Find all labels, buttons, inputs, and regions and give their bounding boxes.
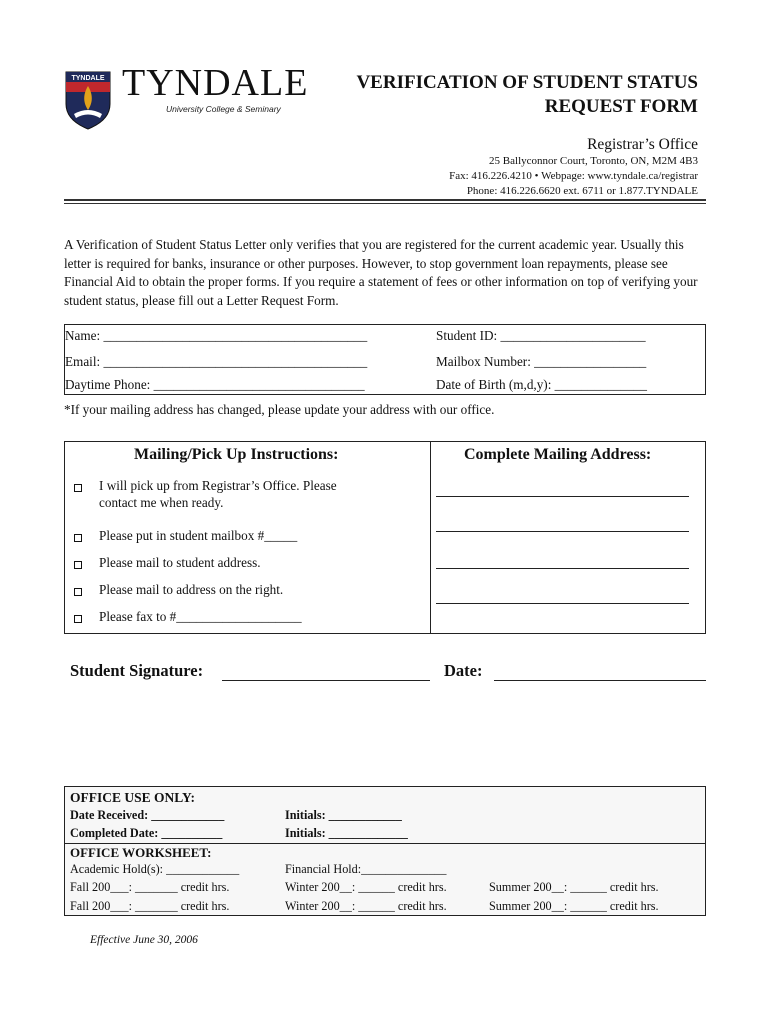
option-pickup-line1: I will pick up from Registrar’s Office. Please: [99, 478, 337, 493]
form-title-line2: REQUEST FORM: [544, 96, 698, 117]
mail-student-checkbox[interactable]: [74, 561, 82, 569]
mail-right-checkbox[interactable]: [74, 588, 82, 596]
mailing-address-header: Complete Mailing Address:: [464, 446, 652, 463]
date-received-field[interactable]: Date Received: ____________: [70, 808, 225, 822]
option-mail-student: Please mail to student address.: [99, 555, 261, 570]
summer-credits-2[interactable]: Summer 200__: ______ credit hrs.: [489, 899, 659, 913]
student-signature-label: Student Signature:: [70, 661, 204, 680]
address-line-2[interactable]: [436, 531, 689, 532]
office-use-title: OFFICE USE ONLY:: [70, 790, 196, 805]
winter-credits-1[interactable]: Winter 200__: ______ credit hrs.: [285, 880, 447, 894]
date-line[interactable]: [494, 680, 706, 681]
summer-credits-1[interactable]: Summer 200__: ______ credit hrs.: [489, 880, 659, 894]
effective-date: Effective June 30, 2006: [90, 934, 198, 946]
shield-badge-text: TYNDALE: [71, 75, 105, 82]
office-worksheet-title: OFFICE WORKSHEET:: [70, 845, 212, 860]
winter-credits-2[interactable]: Winter 200__: ______ credit hrs.: [285, 899, 447, 913]
address-line-4[interactable]: [436, 603, 689, 604]
date-label: Date:: [444, 661, 483, 680]
instructions-divider: [430, 441, 431, 634]
financial-hold-field[interactable]: Financial Hold:______________: [285, 862, 447, 876]
header-rule-thin: [64, 203, 706, 204]
office-fax-web: Fax: 416.226.4210 • Webpage: www.tyndale.ca/registrar: [449, 170, 698, 182]
registrar-office: Registrar’s Office: [587, 136, 698, 153]
office-divider: [65, 843, 705, 844]
option-mailbox: Please put in student mailbox #_____: [99, 528, 298, 543]
header-rule: [64, 199, 706, 201]
date-of-birth-field[interactable]: Date of Birth (m,d,y): ______________: [436, 377, 647, 392]
logo-subtitle: University College & Seminary: [166, 104, 281, 114]
tyndale-shield-logo: [64, 70, 112, 130]
option-mail-right: Please mail to address on the right.: [99, 582, 284, 597]
logo-wordmark: TYNDALE: [122, 62, 309, 104]
instructions-header: Mailing/Pick Up Instructions:: [134, 446, 339, 463]
name-field[interactable]: Name: ________________________________________: [65, 328, 368, 343]
fax-checkbox[interactable]: [74, 615, 82, 623]
email-field[interactable]: Email: ________________________________________: [65, 354, 368, 369]
mailbox-number-field[interactable]: Mailbox Number: _________________: [436, 354, 647, 369]
student-signature-line[interactable]: [222, 680, 430, 681]
pickup-checkbox[interactable]: [74, 484, 82, 492]
initials-field-2[interactable]: Initials: _____________: [285, 826, 408, 840]
address-change-note: *If your mailing address has changed, please update your address with our office.: [64, 402, 495, 417]
option-pickup-line2: contact me when ready.: [99, 495, 224, 510]
intro-paragraph: A Verification of Student Status Letter only verifies that you are registered for the current academic year. Usually this letter is required for banks, insurance or other purposes. However, to stop government loan repayments, please see Financial Aid to obtain the proper forms. If you require a statement of fees or other information on top of verifying your student status, please fill out a Letter Request Form.: [64, 237, 698, 308]
fall-credits-2[interactable]: Fall 200___: _______ credit hrs.: [70, 899, 230, 913]
daytime-phone-field[interactable]: Daytime Phone: ________________________________: [65, 377, 365, 392]
office-address: 25 Ballyconnor Court, Toronto, ON, M2M 4B3: [489, 155, 698, 167]
initials-field-1[interactable]: Initials: ____________: [285, 808, 402, 822]
option-fax: Please fax to #___________________: [99, 609, 302, 624]
completed-date-field[interactable]: Completed Date: __________: [70, 826, 223, 840]
academic-holds-field[interactable]: Academic Hold(s): ____________: [70, 862, 240, 876]
address-line-3[interactable]: [436, 568, 689, 569]
office-phone: Phone: 416.226.6620 ext. 6711 or 1.877.TYNDALE: [466, 185, 698, 197]
student-id-field[interactable]: Student ID: ______________________: [436, 328, 646, 343]
address-line-1[interactable]: [436, 496, 689, 497]
form-title-line1: VERIFICATION OF STUDENT STATUS: [356, 72, 698, 93]
fall-credits-1[interactable]: Fall 200___: _______ credit hrs.: [70, 880, 230, 894]
mailbox-checkbox[interactable]: [74, 534, 82, 542]
